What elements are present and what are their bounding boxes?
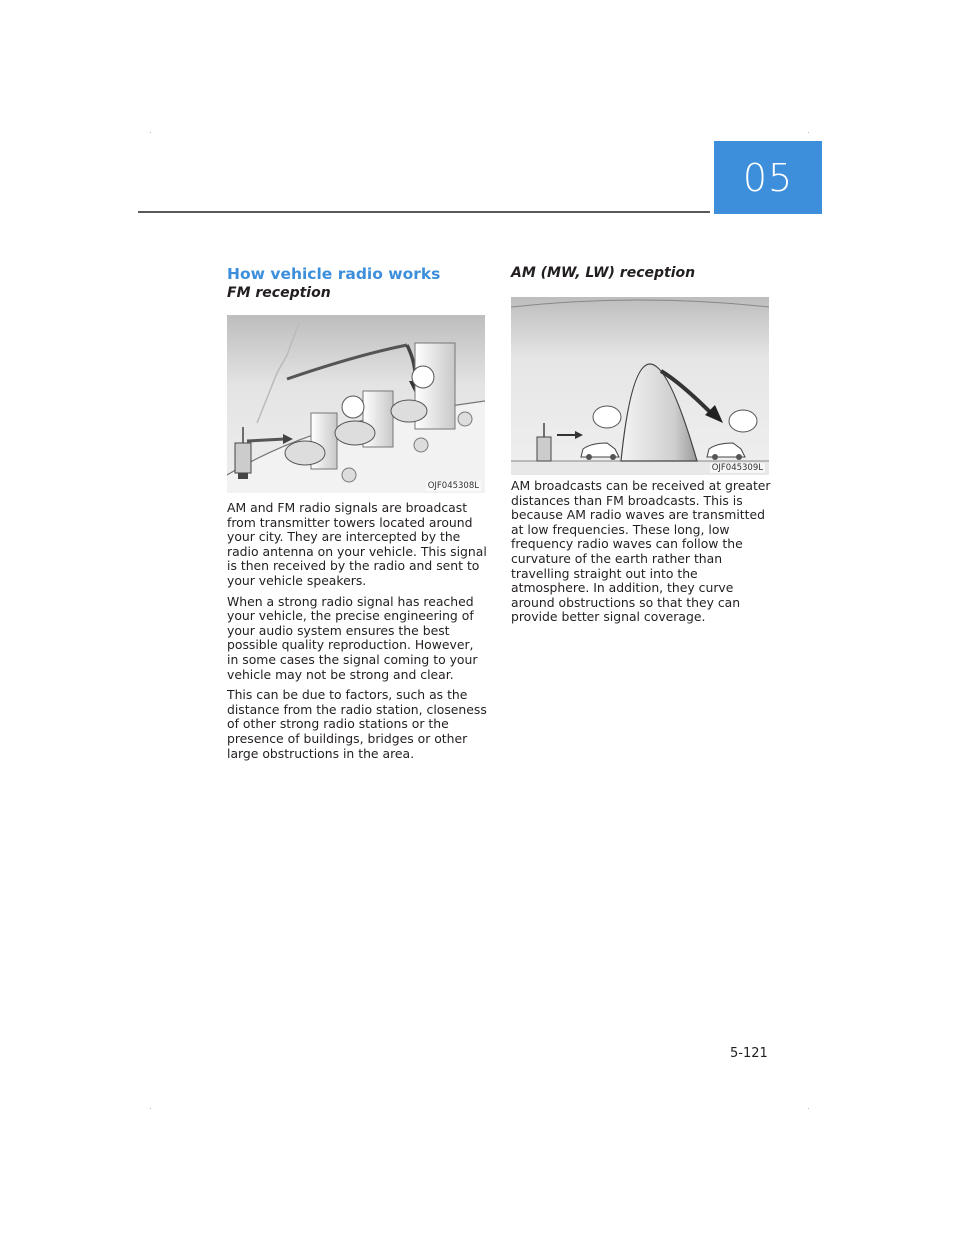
am-reception-figure [511, 297, 769, 475]
am-reception-title: AM (MW, LW) reception [511, 265, 696, 281]
fm-paragraph-2: When a strong radio signal has reached your vehicle, the precise engineering of your audio system ensures the best possible quality reproduction. However, in some cases the signal coming to your vehicle may not be strong and clear. [227, 593, 478, 682]
crop-mark [150, 132, 151, 133]
crop-mark [150, 1108, 151, 1109]
crop-mark [808, 132, 809, 133]
page-number: 5-121 [730, 1046, 768, 1061]
figure-code: OJF045308L [427, 481, 479, 491]
am-paragraph-1: AM broadcasts can be received at greater distances than FM broadcasts. This is because AM radio waves are transmitted at low frequencies. These long, low frequency radio waves can follow the curvature of the earth rather than travelling straight out into the atmosphere. In addition, they curve around obstructions so that they can provide better signal coverage. [511, 478, 771, 625]
right-column [511, 264, 771, 631]
am-illustration [511, 297, 769, 475]
fm-paragraph-3: This can be due to factors, such as the distance from the radio station, closeness of other strong radio stations or the presence of buildings, bridges or other large obstructions in the area. [227, 687, 487, 761]
figure-code: OJF045309L [711, 463, 763, 473]
fm-reception-title: FM reception [227, 285, 331, 301]
fm-paragraph-1: AM and FM radio signals are broadcast from transmitter towers located around your city. They are intercepted by the radio antenna on your vehicle. This signal is then received by the radio and sent to your vehicle speakers. [227, 500, 487, 588]
left-column [227, 264, 487, 767]
fm-illustration [227, 315, 485, 493]
fm-reception-figure [227, 315, 485, 493]
crop-mark [808, 1108, 809, 1109]
section-title: How vehicle radio works [227, 265, 441, 283]
header-rule [138, 211, 710, 213]
chapter-tab: 05 [714, 141, 822, 214]
